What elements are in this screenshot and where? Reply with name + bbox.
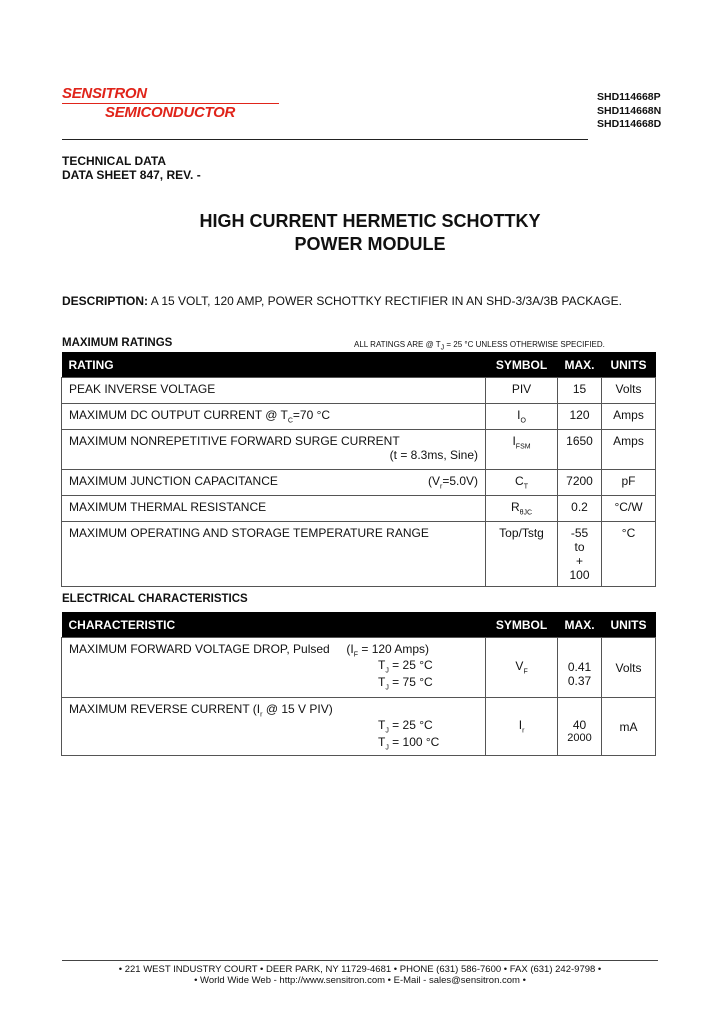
symbol-text: I	[512, 434, 516, 448]
table-header-row	[62, 612, 656, 638]
rating-condition: (t = 8.3ms, Sine)	[389, 448, 479, 462]
units-cell: Volts	[602, 638, 656, 698]
symbol-cell	[486, 638, 558, 698]
units-cell: Amps	[602, 404, 656, 430]
footer-web-email: • World Wide Web - http://www.sensitron.com • E-Mail - sales@sensitron.com •	[194, 975, 526, 986]
max-line1: 40	[572, 718, 587, 732]
logo-sensitron: SENSITRON	[62, 85, 147, 102]
symbol-text: I	[518, 718, 523, 733]
units-cell: °C/W	[602, 496, 656, 522]
temp-sub: J	[385, 727, 389, 735]
ratings-note-sub: J	[440, 344, 445, 352]
characteristic-sub: r	[260, 711, 263, 719]
technical-data-block	[62, 154, 201, 182]
ratings-note-tail: = 25 °C UNLESS OTHERWISE SPECIFIED.	[444, 340, 605, 349]
max-cell: 120	[558, 404, 602, 430]
electrical-title: ELECTRICAL CHARACTERISTICS	[62, 593, 248, 605]
max-cell	[558, 522, 602, 587]
characteristic-line	[69, 642, 478, 658]
temp-sub: J	[385, 744, 389, 752]
symbol-sub: r	[522, 727, 525, 735]
max-cell	[558, 638, 602, 698]
symbol-cell	[486, 404, 558, 430]
col-header-units: UNITS	[602, 352, 656, 378]
table-row	[62, 522, 656, 587]
symbol-sub: T	[523, 483, 528, 491]
table-row	[62, 430, 656, 470]
rating-text: MAXIMUM DC OUTPUT CURRENT @ T	[69, 408, 288, 422]
units-cell: Amps	[602, 430, 656, 470]
units-cell: mA	[602, 698, 656, 756]
temp-text: T	[378, 718, 386, 733]
table-row	[62, 404, 656, 430]
rating-cond-tail: =5.0V)	[442, 474, 479, 488]
header-divider	[62, 139, 588, 140]
footer-address: • 221 WEST INDUSTRY COURT • DEER PARK, NY 11729-4681 • PHONE (631) 586-7600 • FAX (631) 242-9798 •	[118, 964, 602, 975]
description	[62, 294, 622, 308]
characteristic-text: MAXIMUM FORWARD VOLTAGE DROP, Pulsed	[69, 642, 330, 656]
part-number: SHD114668P	[597, 91, 661, 103]
temp-line	[378, 735, 478, 751]
col-header-characteristic: CHARACTERISTIC	[62, 612, 486, 638]
max-cell: 0.2	[558, 496, 602, 522]
rating-cond-text: (V	[427, 474, 440, 488]
cond-sub: F	[353, 651, 359, 659]
rating-sub: C	[287, 417, 293, 425]
symbol-text: I	[517, 408, 521, 422]
symbol-sub: FSM	[515, 443, 531, 451]
rating-cell	[62, 404, 486, 430]
rating-cell	[62, 430, 486, 470]
temp-text: T	[378, 658, 386, 673]
characteristic-tail: @ 15 V PIV)	[262, 702, 333, 716]
rating-cell	[62, 470, 486, 496]
part-number: SHD114668D	[597, 118, 662, 130]
temp-sub: J	[385, 684, 389, 692]
rating-cell: MAXIMUM OPERATING AND STORAGE TEMPERATURE RANGE	[62, 522, 486, 587]
page-title-line2: POWER MODULE	[294, 234, 446, 254]
max-cell: 15	[558, 378, 602, 404]
part-numbers	[597, 91, 661, 132]
part-number: SHD114668N	[597, 104, 662, 117]
max-ratings-title: MAXIMUM RATINGS	[62, 337, 173, 349]
symbol-cell	[486, 430, 558, 470]
temp-text: T	[378, 734, 386, 749]
characteristic-line	[69, 702, 478, 718]
symbol-sub: F	[523, 668, 528, 676]
table-row	[62, 470, 656, 496]
temp-text: T	[378, 674, 386, 689]
table-row	[62, 698, 656, 756]
ratings-note	[354, 340, 605, 352]
temp-sub: J	[385, 667, 389, 675]
max-line1: -55 to	[570, 526, 589, 554]
rating-cond-sub: r	[439, 483, 443, 491]
cond-text: (I	[346, 642, 354, 656]
col-header-symbol: SYMBOL	[486, 612, 558, 638]
max-line2: 0.37	[567, 674, 592, 688]
symbol-cell	[486, 698, 558, 756]
rating-condition	[428, 474, 478, 490]
symbol-sub: θJC	[519, 509, 533, 517]
symbol-sub: O	[520, 417, 526, 425]
technical-data-label: TECHNICAL DATA	[62, 154, 166, 168]
max-cell	[558, 698, 602, 756]
temp-line	[378, 658, 478, 674]
col-header-units: UNITS	[602, 612, 656, 638]
rating-cell: MAXIMUM THERMAL RESISTANCE	[62, 496, 486, 522]
symbol-cell	[486, 470, 558, 496]
cond-tail: = 120 Amps)	[358, 642, 430, 656]
logo-semiconductor: SEMICONDUCTOR	[105, 104, 235, 121]
temp-tail: = 100 °C	[388, 734, 440, 749]
ratings-note-text: ALL RATINGS ARE @ T	[354, 340, 441, 349]
characteristic-cell	[62, 698, 486, 756]
symbol-cell: Top/Tstg	[486, 522, 558, 587]
symbol-cell: PIV	[486, 378, 558, 404]
datasheet-number: DATA SHEET 847, REV. -	[62, 168, 201, 182]
col-header-max: MAX.	[558, 612, 602, 638]
description-text: A 15 VOLT, 120 AMP, POWER SCHOTTKY RECTIFIER IN AN SHD-3/3A/3B PACKAGE.	[148, 294, 622, 308]
electrical-table	[61, 612, 656, 756]
temp-tail: = 25 °C	[388, 718, 433, 733]
units-cell: pF	[602, 470, 656, 496]
page-title-line1: HIGH CURRENT HERMETIC SCHOTTKY	[199, 211, 541, 231]
table-row	[62, 378, 656, 404]
max-line1: 0.41	[567, 660, 592, 674]
col-header-rating: RATING	[62, 352, 486, 378]
rating-text: MAXIMUM JUNCTION CAPACITANCE	[69, 474, 278, 488]
characteristic-cell	[62, 638, 486, 698]
description-label: DESCRIPTION:	[62, 294, 149, 308]
table-header-row	[62, 352, 656, 378]
symbol-text: C	[515, 474, 524, 488]
table-row	[62, 638, 656, 698]
units-cell: °C	[602, 522, 656, 587]
rating-tail: =70 °C	[292, 408, 331, 422]
max-cell: 7200	[558, 470, 602, 496]
characteristic-text: MAXIMUM REVERSE CURRENT (I	[69, 702, 261, 716]
table-row	[62, 496, 656, 522]
rating-text: MAXIMUM NONREPETITIVE FORWARD SURGE CURRENT	[69, 434, 400, 448]
units-cell: Volts	[602, 378, 656, 404]
temp-tail: = 75 °C	[388, 674, 433, 689]
symbol-text: R	[510, 500, 520, 514]
temp-line	[378, 675, 478, 691]
temp-line	[378, 718, 478, 734]
footer-divider	[62, 960, 658, 961]
symbol-cell	[486, 496, 558, 522]
col-header-symbol: SYMBOL	[486, 352, 558, 378]
rating-cell: PEAK INVERSE VOLTAGE	[62, 378, 486, 404]
symbol-text: V	[515, 659, 524, 674]
col-header-max: MAX.	[558, 352, 602, 378]
max-line2: 2000	[567, 732, 592, 744]
max-line2: + 100	[569, 554, 590, 582]
temp-tail: = 25 °C	[388, 658, 433, 673]
max-cell: 1650	[558, 430, 602, 470]
max-ratings-table	[61, 352, 656, 587]
